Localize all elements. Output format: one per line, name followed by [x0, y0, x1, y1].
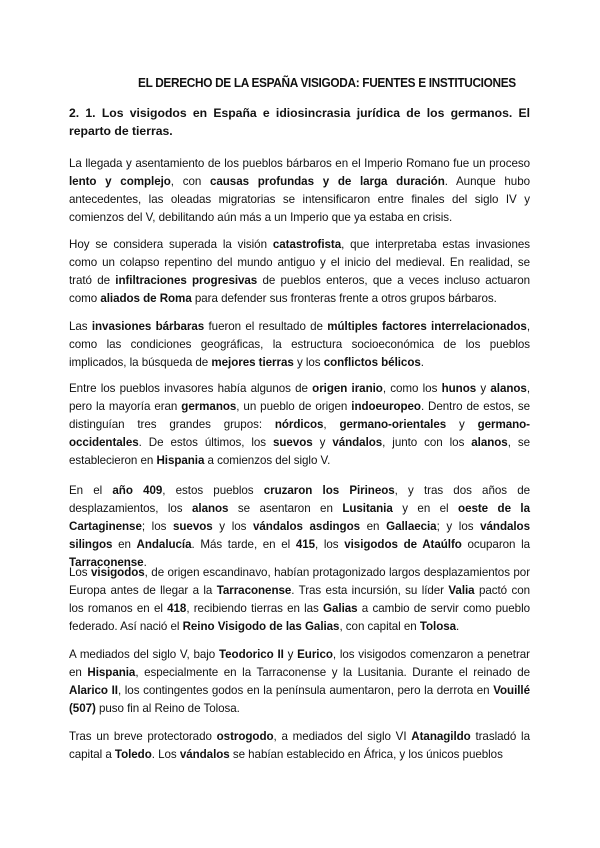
bold-text: Valia — [448, 584, 475, 597]
text-run: . — [456, 620, 460, 633]
bold-text: visigodos — [91, 566, 145, 579]
text-run: ocuparon la — [461, 538, 531, 551]
text-run: y los — [293, 356, 324, 369]
text-run: trasladó la capital a — [69, 730, 530, 761]
bold-text: aliados de Roma — [100, 292, 192, 305]
text-run: , los contingentes godos en la península aumentaron, pero la derrota en — [117, 684, 494, 697]
bold-text: Atanagildo — [411, 730, 471, 743]
text-run: , como los — [382, 382, 442, 395]
text-run: , los — [315, 538, 345, 551]
bold-text: oeste de la Cartaginense — [69, 502, 530, 533]
bold-text: origen iranio — [312, 382, 383, 395]
bold-text: Toledo — [114, 748, 152, 761]
text-run: y — [283, 648, 298, 661]
paragraph-6 — [69, 564, 530, 636]
bold-text: catastrofista — [272, 238, 342, 251]
text-run: ; los — [141, 520, 173, 533]
bold-text: Vouillé (507) — [69, 684, 531, 715]
text-run: , que interpretaba estas invasiones como un colapso repentino del mundo antiguo y el inicio del medieval. En realidad, se trató de — [69, 238, 530, 287]
bold-text: hunos — [441, 382, 477, 395]
bold-text: mejores tierras — [211, 356, 294, 369]
bold-text: ostrogodo — [216, 730, 274, 743]
paragraph-7 — [69, 646, 530, 718]
bold-text: lento y complejo — [69, 175, 171, 188]
text-run: . Aunque hubo antecedentes, las oleadas migratorias se intensificaron entre finales del siglo IV y comienzos del V, debilitando aún más a un Imperio que ya estaba en crisis. — [69, 175, 530, 224]
bold-text: múltiples factores interrelacionados — [327, 320, 527, 333]
text-run: . Los — [151, 748, 180, 761]
text-run: a cambio de servir como pueblo federado. Así nació el — [69, 602, 530, 633]
bold-text: cruzaron los Pirineos — [263, 484, 395, 497]
text-run: ; y los — [436, 520, 481, 533]
text-run: . — [420, 356, 424, 369]
text-run: en — [360, 520, 387, 533]
text-run: y los — [212, 520, 254, 533]
text-run: , como las condiciones geográficas, la estructura socioeconómica de los pueblos implicados, la búsqueda de — [69, 320, 530, 369]
text-run: , pero la mayoría eran — [69, 382, 530, 413]
bold-text: Andalucía — [136, 538, 192, 551]
bold-text: 418 — [167, 602, 187, 615]
bold-text: Lusitania — [342, 502, 393, 515]
bold-text: Hispania — [156, 454, 205, 467]
bold-text: germano-orientales — [339, 418, 447, 431]
bold-text: Reino Visigodo de las Galias — [182, 620, 340, 633]
paragraph-3 — [69, 318, 530, 372]
text-run: , con capital en — [339, 620, 420, 633]
text-run: , junto con los — [382, 436, 472, 449]
bold-text: 415 — [295, 538, 316, 551]
bold-text: vándalos — [179, 748, 230, 761]
paragraph-5 — [69, 482, 530, 572]
bold-text: Alarico II — [69, 684, 118, 697]
bold-text: Tolosa — [419, 620, 457, 633]
section-heading: 2. 1. Los visigodos en España e idiosincrasia jurídica de los germanos. El reparto de tierras. — [69, 106, 530, 138]
text-run: , un pueblo de origen — [236, 400, 352, 413]
text-run: para defender sus fronteras frente a otros grupos bárbaros. — [191, 292, 497, 305]
bold-text: indoeuropeo — [351, 400, 421, 413]
text-run: y — [476, 382, 491, 395]
bold-text: germanos — [181, 400, 237, 413]
text-run: y — [446, 418, 478, 431]
bold-text: año 409 — [112, 484, 163, 497]
document-title: EL DERECHO DE LA ESPAÑA VISIGODA: FUENTES E INSTITUCIONES — [138, 76, 516, 90]
text-run: La llegada y asentamiento de los pueblos bárbaros en el Imperio Romano fue un proceso — [69, 157, 530, 170]
bold-text: invasiones bárbaras — [91, 320, 205, 333]
bold-text: Hispania — [87, 666, 136, 679]
bold-text: alanos — [192, 502, 229, 515]
text-run: , los visigodos comenzaron a penetrar en — [69, 648, 530, 679]
bold-text: visigodos de Ataúlfo — [344, 538, 462, 551]
bold-text: vándalos — [332, 436, 383, 449]
text-run: , — [323, 418, 340, 431]
bold-text: infiltraciones progresivas — [115, 274, 258, 287]
bold-text: Tarraconense — [69, 556, 144, 569]
text-run: pactó con los romanos en el — [69, 584, 531, 615]
bold-text: Gallaecia — [386, 520, 437, 533]
bold-text: vándalos asdingos — [253, 520, 361, 533]
text-run: , de origen escandinavo, habían protagonizado largos desplazamientos por Europa antes de llegar a la — [69, 566, 531, 597]
text-run: . Dentro de estos, se distinguían tres grandes grupos: — [69, 400, 530, 431]
text-run: Las — [69, 320, 92, 333]
text-run: . Tras esta incursión, su líder — [291, 584, 449, 597]
text-run: de pueblos enteros, que a veces incluso actuaron como — [69, 274, 530, 305]
bold-text: alanos — [471, 436, 508, 449]
text-run: , se establecieron en — [69, 436, 530, 467]
text-run: puso fin al Reino de Tolosa. — [95, 702, 240, 715]
text-run: en — [112, 538, 137, 551]
text-run: Tras un breve protectorado — [69, 730, 217, 743]
text-run: , a mediados del siglo VI — [273, 730, 412, 743]
text-run: y — [312, 436, 333, 449]
text-run: . — [143, 556, 147, 569]
bold-text: germano-occidentales — [69, 418, 530, 449]
text-run: Entre los pueblos invasores había algunos de — [69, 382, 313, 395]
text-run: Los — [69, 566, 91, 579]
bold-text: suevos — [173, 520, 213, 533]
text-run: , y tras dos años de desplazamientos, los — [69, 484, 530, 515]
text-run: A mediados del siglo V, bajo — [69, 648, 219, 661]
paragraph-1 — [69, 155, 530, 227]
bold-text: Eurico — [297, 648, 333, 661]
text-run: y en el — [392, 502, 459, 515]
text-run: a comienzos del siglo V. — [204, 454, 331, 467]
text-run: , recibiendo tierras en las — [186, 602, 324, 615]
bold-text: Tarraconense — [216, 584, 292, 597]
text-run: fueron el resultado de — [204, 320, 328, 333]
bold-text: Galias — [323, 602, 358, 615]
text-run: . Más tarde, en el — [191, 538, 296, 551]
text-run: , con — [170, 175, 210, 188]
paragraph-4 — [69, 380, 530, 470]
bold-text: suevos — [272, 436, 313, 449]
text-run: Hoy se considera superada la visión — [69, 238, 273, 251]
bold-text: vándalos silingos — [69, 520, 530, 551]
bold-text: conflictos bélicos — [323, 356, 421, 369]
text-run: . De estos últimos, los — [138, 436, 273, 449]
text-run: , especialmente en la Tarraconense y la Lusitania. Durante el reinado de — [135, 666, 531, 679]
bold-text: Teodorico II — [218, 648, 284, 661]
paragraph-2 — [69, 236, 530, 308]
bold-text: causas profundas y de larga duración — [209, 175, 445, 188]
text-run: se habían establecido en África, y los únicos pueblos — [229, 748, 503, 761]
text-run: En el — [69, 484, 113, 497]
text-run: se asentaron en — [228, 502, 343, 515]
bold-text: nórdicos — [274, 418, 324, 431]
text-run: , estos pueblos — [162, 484, 264, 497]
bold-text: alanos — [490, 382, 527, 395]
paragraph-8 — [69, 728, 530, 764]
